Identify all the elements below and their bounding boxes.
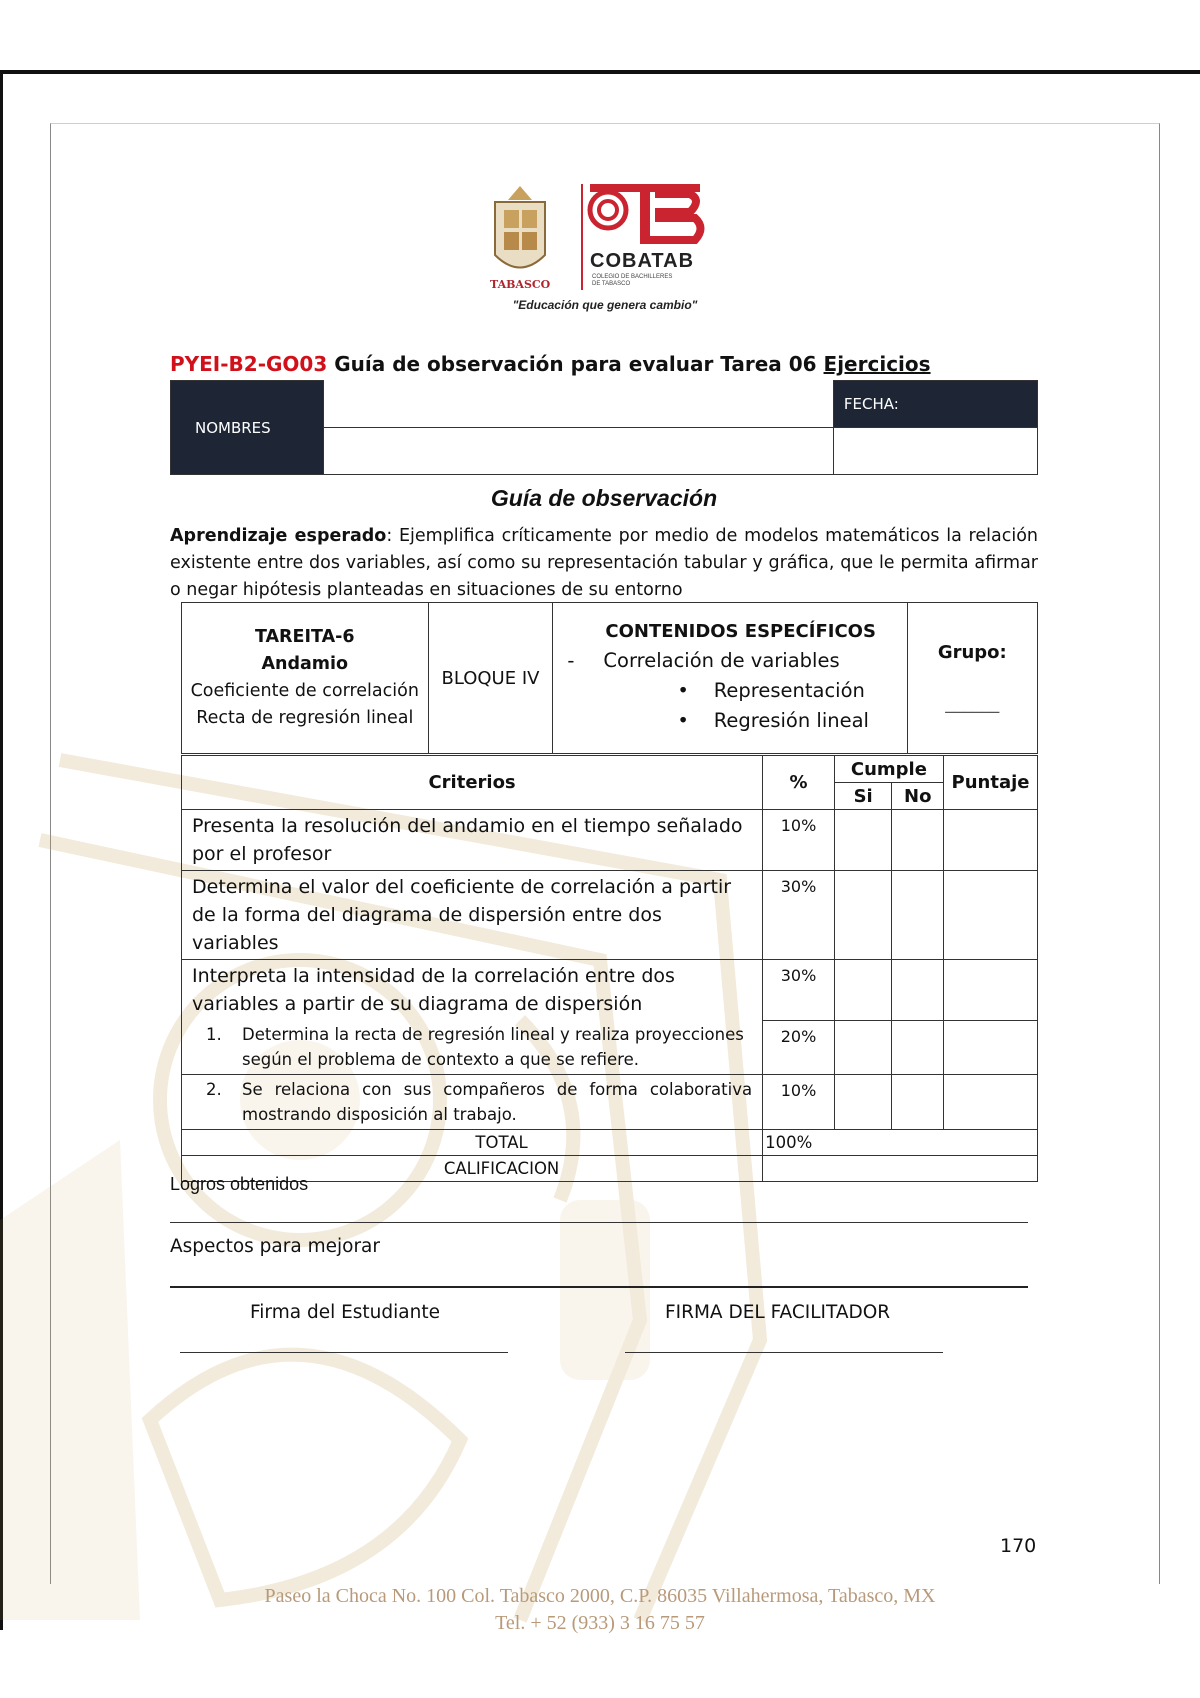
- student-info-form: [170, 380, 1038, 475]
- table-row: [182, 1075, 1038, 1130]
- si-cell[interactable]: [834, 810, 892, 871]
- task-number: TAREITA-6: [254, 627, 355, 647]
- improve-label: Aspectos para mejorar: [170, 1236, 380, 1257]
- task-cell: [182, 603, 429, 754]
- si-cell[interactable]: [834, 871, 892, 960]
- task-topic-2: Recta de regresión lineal: [196, 708, 414, 728]
- table-row: [182, 871, 1038, 960]
- contents-cell: [553, 603, 907, 754]
- si-header: Si: [834, 783, 892, 810]
- criterion-text: Determina la recta de regresión lineal y realiza proyecciones según el problema de contexto a que se refiere.: [242, 1025, 744, 1069]
- logo-slogan: "Educación que genera cambio": [512, 298, 698, 312]
- table-row: [182, 1020, 1038, 1075]
- si-cell[interactable]: [834, 1075, 892, 1130]
- total-value: 100%: [763, 1130, 1038, 1156]
- score-header: Puntaje: [943, 756, 1037, 810]
- document-code: PYEI-B2-GO03: [170, 352, 328, 376]
- si-cell[interactable]: [834, 960, 892, 1021]
- group-field[interactable]: ______: [945, 693, 1000, 714]
- contents-title: CONTENIDOS ESPECÍFICOS: [605, 620, 876, 642]
- student-signature-line[interactable]: [180, 1352, 508, 1353]
- logo-brand: COBATAB: [590, 250, 695, 272]
- address-line-1: Paseo la Choca No. 100 Col. Tabasco 2000, C.P. 86035 Villahermosa, Tabasco, MX: [264, 1585, 936, 1607]
- contents-bullet-text-1: Representación: [713, 678, 865, 702]
- achievements-line[interactable]: [170, 1222, 1028, 1223]
- expected-learning: [170, 523, 1038, 604]
- grade-row: [182, 1156, 1038, 1182]
- header-logo: [490, 180, 720, 320]
- task-info-table: [181, 602, 1038, 754]
- contents-main-item: [567, 646, 905, 676]
- address-footer: [150, 1583, 1050, 1637]
- no-header: No: [892, 783, 944, 810]
- contents-bullet-1: • Representación: [677, 678, 865, 702]
- no-cell[interactable]: [892, 960, 944, 1021]
- total-row: [182, 1130, 1038, 1156]
- achievements-label: Logros obtenidos: [170, 1174, 309, 1194]
- expected-learning-text: : Ejemplifica críticamente por medio de modelos matemáticos la relación existente entre dos variables, así como su representación tabular y gráfica, que le permita afirmar o negar hipótesis planteadas en situaciones de su entorno: [170, 526, 1038, 600]
- date-field[interactable]: [833, 428, 1037, 475]
- block-cell: BLOQUE IV: [428, 603, 553, 754]
- names-field-bottom[interactable]: [324, 428, 834, 475]
- logo-left-word: TABASCO: [490, 278, 551, 291]
- expected-learning-label: Aprendizaje esperado: [170, 526, 387, 546]
- group-label: Grupo:: [937, 642, 1007, 663]
- table-row: [182, 960, 1038, 1021]
- names-field-top[interactable]: [324, 381, 834, 428]
- page-number: 170: [1000, 1535, 1037, 1557]
- criterion-numbered: [182, 1020, 763, 1075]
- criterion-numbered: [182, 1075, 763, 1130]
- group-cell: [907, 603, 1037, 754]
- criteria-table: [181, 755, 1038, 1182]
- logo-brand-sub2: DE TABASCO: [592, 281, 631, 287]
- criteria-header: Criterios: [182, 756, 763, 810]
- score-cell[interactable]: [943, 960, 1037, 1021]
- no-cell[interactable]: [892, 871, 944, 960]
- student-signature-label: Firma del Estudiante: [250, 1302, 440, 1323]
- criterion-percent: 10%: [763, 810, 835, 871]
- score-cell[interactable]: [943, 871, 1037, 960]
- percent-header: %: [763, 756, 835, 810]
- address-line-2: Tel. + 52 (933) 3 16 75 57: [495, 1612, 705, 1634]
- logo-brand-sub1: COLEGIO DE BACHILLERES: [592, 274, 673, 280]
- cumple-header: Cumple: [834, 756, 943, 783]
- improve-line[interactable]: [170, 1286, 1028, 1288]
- page-top-border: [0, 70, 1200, 74]
- si-cell[interactable]: [834, 1020, 892, 1075]
- criterion-percent: 30%: [763, 960, 835, 1021]
- contents-bullet-2: • Regresión lineal: [677, 708, 869, 732]
- total-label: TOTAL: [182, 1130, 763, 1156]
- date-label: FECHA:: [833, 381, 1037, 428]
- task-activity: Andamio: [261, 654, 349, 674]
- score-cell[interactable]: [943, 810, 1037, 871]
- score-cell[interactable]: [943, 1075, 1037, 1130]
- score-cell[interactable]: [943, 1020, 1037, 1075]
- document-title-middle: Guía de observación para evaluar Tarea 06: [334, 352, 817, 376]
- no-cell[interactable]: [892, 810, 944, 871]
- contents-bullet-text-2: Regresión lineal: [713, 708, 869, 732]
- grade-label: CALIFICACION: [182, 1156, 763, 1182]
- grade-field[interactable]: [763, 1156, 1038, 1182]
- contents-main-text: Correlación de variables: [603, 648, 840, 672]
- contents-dash: -: [567, 648, 575, 672]
- teacher-signature-line[interactable]: [625, 1352, 943, 1353]
- criterion-number: 1.: [206, 1025, 222, 1044]
- no-cell[interactable]: [892, 1020, 944, 1075]
- document-title: [170, 352, 931, 376]
- teacher-signature-label: FIRMA DEL FACILITADOR: [665, 1302, 891, 1323]
- criterion-percent: 10%: [763, 1075, 835, 1130]
- no-cell[interactable]: [892, 1075, 944, 1130]
- document-title-end: Ejercicios: [823, 352, 931, 376]
- task-topic-1: Coeficiente de correlación: [190, 681, 419, 701]
- criterion-percent: 20%: [763, 1020, 835, 1075]
- guide-title: Guía de observación: [490, 485, 718, 511]
- criterion-percent: 30%: [763, 871, 835, 960]
- criterion-number: 2.: [206, 1080, 222, 1099]
- table-row: [182, 810, 1038, 871]
- names-label: NOMBRES: [171, 381, 324, 475]
- criterion-text: Interpreta la intensidad de la correlación entre dos variables a partir de su diagrama de dispersión: [182, 960, 763, 1021]
- criterion-text: Se relaciona con sus compañeros de forma colaborativa mostrando disposición al trabajo.: [242, 1080, 753, 1124]
- criterion-text: Presenta la resolución del andamio en el tiempo señalado por el profesor: [182, 810, 763, 871]
- criterion-text: Determina el valor del coeficiente de correlación a partir de la forma del diagrama de dispersión entre dos variables: [182, 871, 763, 960]
